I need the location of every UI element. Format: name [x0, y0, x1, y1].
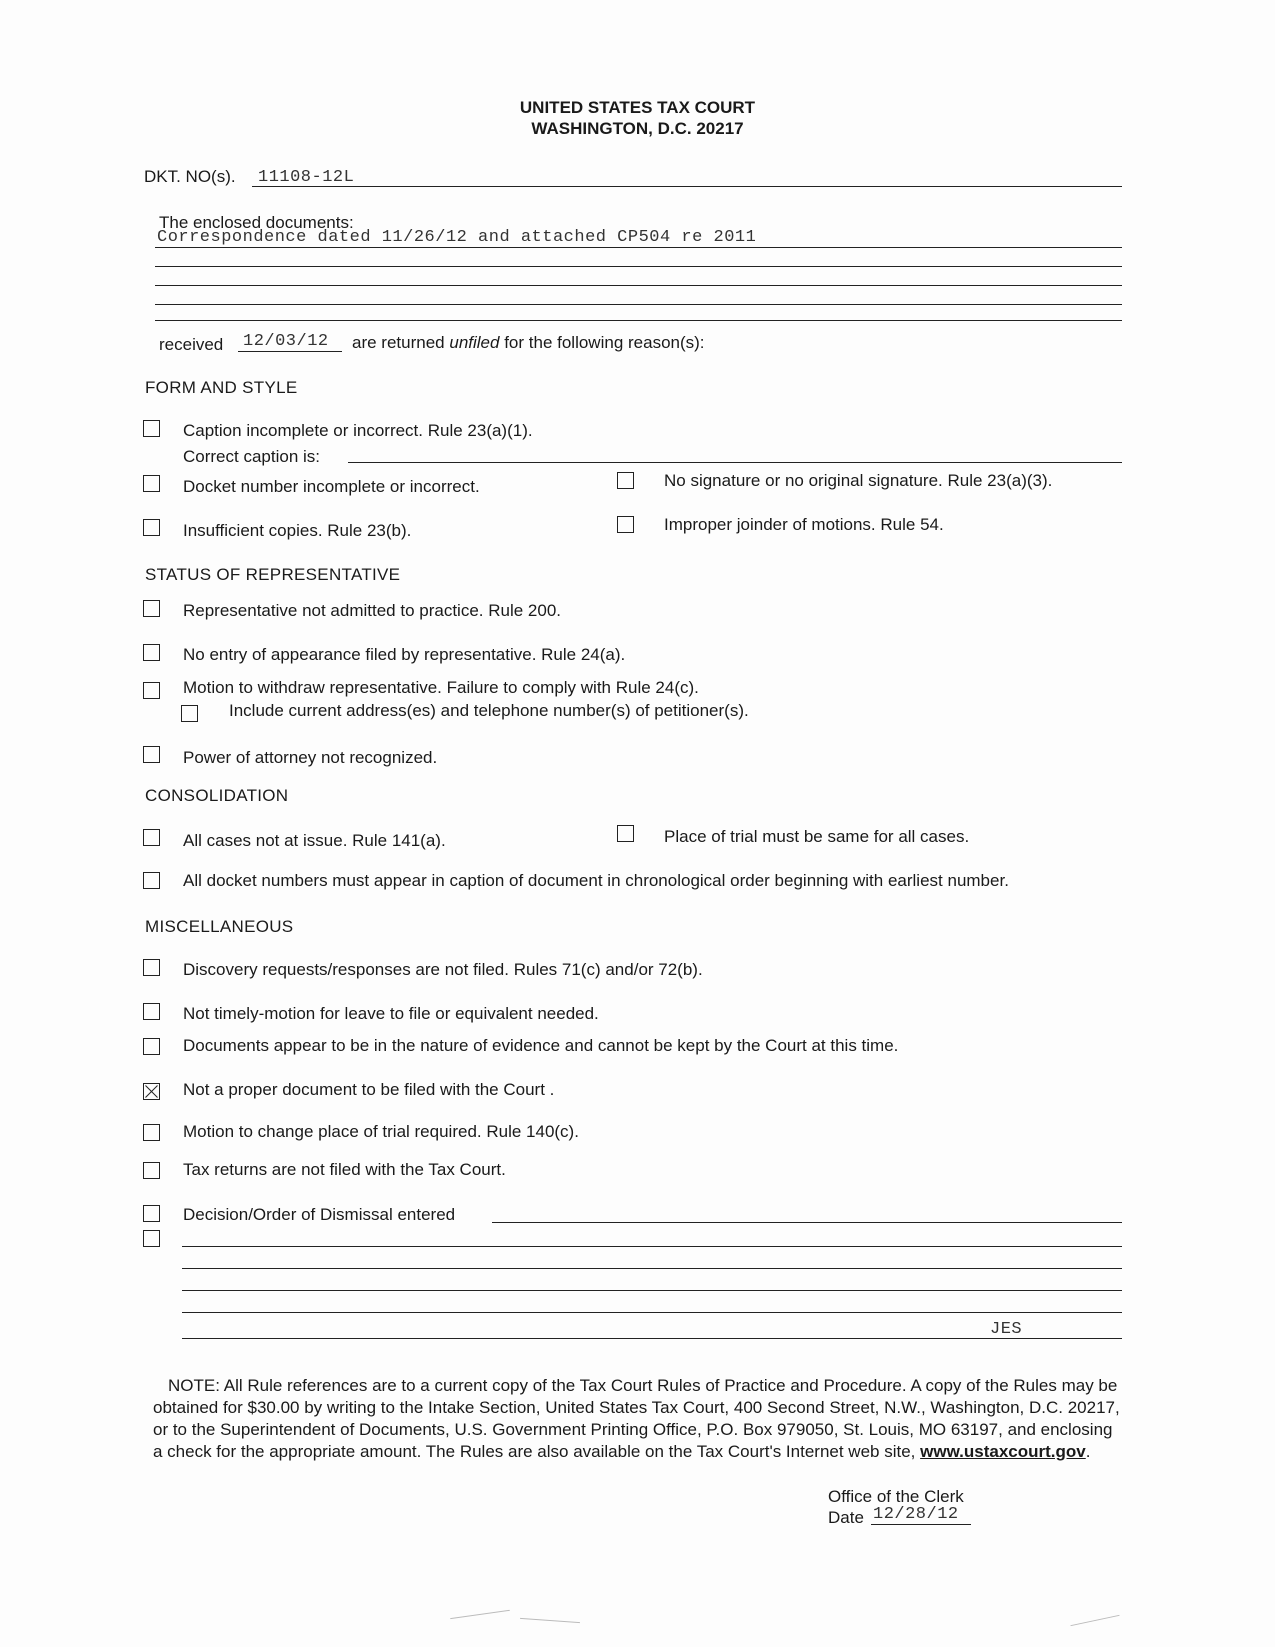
no-signature-text: No signature or no original signature. Rule 23(a)(3). — [664, 471, 1053, 490]
note-text: NOTE: All Rule references are to a current copy of the Tax Court Rules of Practice and Procedure. A copy of the Rules may be obtained for $30.00 by writing to the Intake Section, United States Tax Court, 400 Second Street, N.W., Washington, D.C. 20217, or to the Superintendent of Documents, U.S. Government Printing Office, P.O. Box 979050, St. Louis, MO 63197, and enclosing a check for the appropriate amount. The Rules are also available on the Tax Court's Internet web site, — [153, 1376, 1120, 1461]
checkbox-change-place[interactable] — [143, 1124, 160, 1141]
discovery-text: Discovery requests/responses are not filed. Rules 71(c) and/or 72(b). — [183, 960, 703, 979]
other-line-2 — [182, 1268, 1122, 1269]
received-unfiled: unfiled — [449, 333, 500, 352]
enclosed-line-2 — [155, 266, 1122, 267]
received-label: received — [159, 335, 224, 354]
ustaxcourt-link[interactable]: www.ustaxcourt.gov — [920, 1442, 1086, 1461]
scan-mark — [520, 1618, 580, 1623]
other-line-3 — [182, 1290, 1122, 1291]
enclosed-line-3 — [155, 285, 1122, 286]
section-form-style: FORM AND STYLE — [145, 378, 298, 397]
checkbox-not-proper-document[interactable] — [143, 1083, 160, 1100]
court-address: WASHINGTON, D.C. 20217 — [531, 119, 744, 138]
improper-joinder-text: Improper joinder of motions. Rule 54. — [664, 515, 944, 534]
other-line-1 — [182, 1246, 1122, 1247]
received-tail: for the following reason(s): — [504, 333, 705, 352]
dismissal-line — [492, 1222, 1122, 1223]
docket-number-text: Docket number incomplete or incorrect. — [183, 477, 480, 496]
received-middle: are returned — [352, 333, 445, 352]
received-date-underline — [238, 351, 342, 352]
received-reason-text — [352, 333, 705, 353]
footer-date-label: Date — [828, 1508, 864, 1527]
note-end: . — [1085, 1442, 1091, 1461]
correct-caption-line — [348, 462, 1122, 463]
checkbox-insufficient-copies[interactable] — [143, 519, 160, 536]
not-timely-text: Not timely-motion for leave to file or equivalent needed. — [183, 1004, 599, 1023]
checkbox-no-signature[interactable] — [617, 472, 634, 489]
change-place-text: Motion to change place of trial required. Rule 140(c). — [183, 1122, 579, 1141]
checkbox-no-entry-appearance[interactable] — [143, 644, 160, 661]
docket-label: DKT. NO(s). — [144, 167, 236, 186]
place-trial-same-text: Place of trial must be same for all cases. — [664, 827, 970, 846]
footer-date: 12/28/12 — [873, 1505, 959, 1524]
received-date: 12/03/12 — [243, 332, 329, 351]
checkbox-dismissal[interactable] — [143, 1205, 160, 1222]
section-status-representative: STATUS OF REPRESENTATIVE — [145, 565, 401, 584]
checkbox-motion-withdraw[interactable] — [143, 682, 160, 699]
checkbox-include-address[interactable] — [181, 705, 198, 722]
rules-note — [153, 1375, 1125, 1463]
checkbox-docket-chronological[interactable] — [143, 872, 160, 889]
scan-mark — [450, 1610, 510, 1619]
section-miscellaneous: MISCELLANEOUS — [145, 917, 294, 936]
clerk-initials: JES — [990, 1320, 1023, 1339]
checkbox-place-trial-same[interactable] — [617, 825, 634, 842]
dismissal-text: Decision/Order of Dismissal entered — [183, 1205, 456, 1224]
tax-returns-text: Tax returns are not filed with the Tax Court. — [183, 1160, 506, 1179]
enclosed-line-1 — [155, 247, 1122, 248]
motion-withdraw-text: Motion to withdraw representative. Failure to comply with Rule 24(c). — [183, 678, 699, 697]
checkbox-other[interactable] — [143, 1230, 160, 1247]
checkbox-docket-number[interactable] — [143, 475, 160, 492]
insufficient-copies-text: Insufficient copies. Rule 23(b). — [183, 521, 412, 540]
checkbox-tax-returns[interactable] — [143, 1162, 160, 1179]
include-address-text: Include current address(es) and telephone number(s) of petitioner(s). — [229, 701, 749, 720]
cases-not-issue-text: All cases not at issue. Rule 141(a). — [183, 831, 446, 850]
checkbox-power-attorney[interactable] — [143, 746, 160, 763]
other-line-4 — [182, 1312, 1122, 1313]
docket-underline — [252, 186, 1122, 187]
scan-mark — [1070, 1615, 1119, 1626]
power-attorney-text: Power of attorney not recognized. — [183, 748, 438, 767]
caption-text: Caption incomplete or incorrect. Rule 23(a)(1). — [183, 421, 533, 440]
other-line-5 — [182, 1338, 1122, 1339]
docket-number: 11108-12L — [258, 168, 355, 187]
checkbox-not-timely[interactable] — [143, 1003, 160, 1020]
evidence-text: Documents appear to be in the nature of evidence and cannot be kept by the Court at this time. — [183, 1036, 899, 1055]
court-name: UNITED STATES TAX COURT — [519, 98, 756, 117]
caption-correct-label: Correct caption is: — [183, 447, 320, 466]
rep-not-admitted-text: Representative not admitted to practice. Rule 200. — [183, 601, 561, 620]
checkbox-rep-not-admitted[interactable] — [143, 600, 160, 617]
enclosed-line-5 — [155, 320, 1122, 321]
enclosed-line-4 — [155, 304, 1122, 305]
no-entry-appearance-text: No entry of appearance filed by representative. Rule 24(a). — [183, 645, 626, 664]
docket-chronological-text: All docket numbers must appear in caption of document in chronological order beginning with earliest number. — [183, 871, 1009, 890]
enclosed-label: The enclosed documents: — [159, 213, 354, 232]
checkbox-discovery[interactable] — [143, 959, 160, 976]
office-of-clerk: Office of the Clerk — [828, 1487, 964, 1506]
enclosed-documents: Correspondence dated 11/26/12 and attached CP504 re 2011 — [157, 228, 757, 247]
checkbox-evidence[interactable] — [143, 1038, 160, 1055]
checkbox-cases-not-issue[interactable] — [143, 829, 160, 846]
checkbox-improper-joinder[interactable] — [617, 516, 634, 533]
not-proper-document-text: Not a proper document to be filed with the Court . — [183, 1080, 555, 1099]
checkbox-caption[interactable] — [143, 420, 160, 437]
section-consolidation: CONSOLIDATION — [145, 786, 289, 805]
footer-date-underline — [871, 1524, 971, 1525]
